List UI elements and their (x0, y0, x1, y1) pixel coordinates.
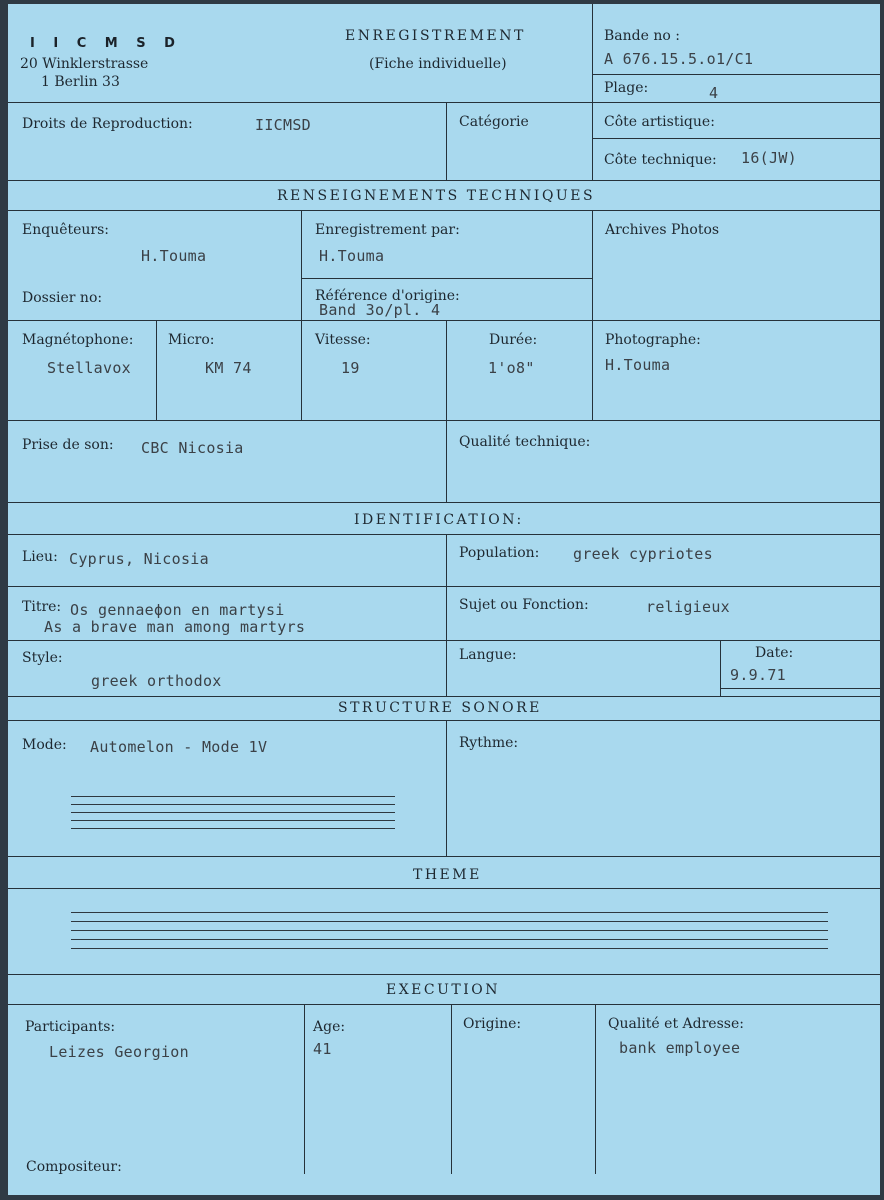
population-value: greek cypriotes (573, 545, 713, 563)
magnetophone-value: Stellavox (47, 359, 131, 377)
lieu-label: Lieu: (22, 549, 58, 565)
enregistrement-par-value: H.Touma (319, 247, 385, 265)
reference-value: Band 3o/pl. 4 (319, 301, 441, 319)
rythme-label: Rythme: (459, 735, 519, 751)
address-line-1: 20 Winklerstrasse (20, 56, 149, 72)
rythme-divider (446, 720, 447, 856)
identification-title-rule (8, 534, 880, 535)
age-label: Age: (313, 1019, 346, 1035)
enqueteurs-value: H.Touma (141, 247, 207, 265)
structure-bottom-rule (8, 856, 880, 857)
enqueteurs-label: Enquêteurs: (22, 222, 110, 238)
titre-value-1: Os gennaeϕon en martysi (70, 601, 285, 619)
bande-value: A 676.15.5.o1/C1 (604, 50, 754, 68)
enregistrement-rule (301, 278, 592, 279)
section-structure-title: STRUCTURE SONORE (338, 700, 542, 716)
staff-line (71, 804, 395, 805)
duree-divider (446, 320, 447, 420)
staff-line (71, 796, 395, 797)
archives-photos-label: Archives Photos (605, 222, 720, 238)
origine-divider (451, 1004, 452, 1174)
header-divider (592, 4, 593, 102)
bande-rule (592, 74, 880, 75)
section-identification-title: IDENTIFICATION: (354, 512, 524, 528)
staff-line (71, 820, 395, 821)
cote-technique-value: 16(JW) (741, 149, 797, 167)
header-bottom-rule (8, 102, 880, 103)
cote-technique-label: Côte technique: (604, 152, 717, 168)
micro-label: Micro: (168, 332, 215, 348)
identification-bottom-rule (8, 696, 880, 697)
rights-divider-2 (592, 102, 593, 180)
section-theme-title: THEME (413, 867, 482, 883)
sujet-label: Sujet ou Fonction: (459, 597, 589, 613)
vitesse-divider (301, 320, 302, 420)
staff-line (71, 939, 828, 940)
micro-value: KM 74 (205, 359, 252, 377)
prise-de-son-label: Prise de son: (22, 437, 114, 453)
enregistrement-par-label: Enregistrement par: (315, 222, 460, 238)
archives-divider (592, 210, 593, 320)
duree-value: 1'o8" (488, 359, 535, 377)
qualite-adresse-divider (595, 1004, 596, 1174)
qualite-adresse-value: bank employee (619, 1039, 741, 1057)
enqueteurs-divider (301, 210, 302, 320)
dossier-bottom-rule (8, 320, 880, 321)
photographe-divider (592, 320, 593, 420)
style-value: greek orthodox (91, 672, 222, 690)
structure-title-rule (8, 720, 880, 721)
prise-de-son-value: CBC Nicosia (141, 439, 244, 457)
section-execution-title: EXECUTION (386, 982, 501, 998)
vitesse-value: 19 (341, 359, 360, 377)
plage-value: 4 (709, 84, 719, 102)
rights-bottom-rule (8, 180, 880, 181)
duree-label: Durée: (489, 332, 538, 348)
compositeur-label: Compositeur: (26, 1159, 122, 1175)
form-subtitle: (Fiche individuelle) (369, 56, 507, 72)
staff-line (71, 828, 395, 829)
mode-value: Automelon - Mode 1V (90, 738, 268, 756)
section-technical-title: RENSEIGNEMENTS TECHNIQUES (277, 188, 596, 204)
technical-title-rule (8, 210, 880, 211)
population-label: Population: (459, 545, 540, 561)
sujet-value: religieux (646, 598, 730, 616)
titre-value-2: As a brave man among martyrs (44, 618, 306, 636)
photographe-label: Photographe: (605, 332, 701, 348)
staff-line (71, 930, 828, 931)
droits-value: IICMSD (255, 116, 311, 134)
micro-divider (156, 320, 157, 420)
staff-line (71, 912, 828, 913)
cote-artistique-label: Côte artistique: (604, 114, 715, 130)
style-label: Style: (22, 650, 63, 666)
form-title: ENREGISTREMENT (345, 28, 526, 44)
identification-divider (446, 534, 447, 696)
recording-form-card (8, 4, 880, 1195)
reference-label: Référence d'origine: (315, 288, 460, 304)
age-value: 41 (313, 1040, 332, 1058)
langue-label: Langue: (459, 647, 517, 663)
bande-label: Bande no : (604, 28, 680, 44)
participants-value: Leizes Georgion (49, 1043, 189, 1061)
qualite-divider (446, 420, 447, 502)
lieu-value: Cyprus, Nicosia (69, 550, 209, 568)
theme-bottom-rule (8, 974, 880, 975)
magnetophone-label: Magnétophone: (22, 332, 134, 348)
photographe-value: H.Touma (605, 356, 671, 374)
titre-label: Titre: (22, 599, 62, 615)
lieu-bottom-rule (8, 586, 880, 587)
staff-line (71, 921, 828, 922)
execution-title-rule (8, 1004, 880, 1005)
date-label: Date: (755, 645, 794, 661)
rights-divider-1 (446, 102, 447, 180)
cote-rule (592, 138, 880, 139)
titre-bottom-rule (8, 640, 880, 641)
date-value: 9.9.71 (730, 666, 786, 684)
qualite-adresse-label: Qualité et Adresse: (608, 1016, 744, 1032)
equipment-bottom-rule (8, 420, 880, 421)
origine-label: Origine: (463, 1016, 522, 1032)
qualite-technique-label: Qualité technique: (459, 434, 591, 450)
address-line-2: 1 Berlin 33 (41, 74, 120, 90)
technical-bottom-rule (8, 502, 880, 503)
participants-label: Participants: (25, 1019, 116, 1035)
droits-label: Droits de Reproduction: (22, 116, 193, 132)
staff-line (71, 812, 395, 813)
age-divider (304, 1004, 305, 1174)
dossier-label: Dossier no: (22, 290, 103, 306)
categorie-label: Catégorie (459, 114, 529, 130)
org-name: I I C M S D (30, 36, 182, 51)
vitesse-label: Vitesse: (315, 332, 371, 348)
plage-label: Plage: (604, 80, 649, 96)
theme-title-rule (8, 888, 880, 889)
mode-label: Mode: (22, 737, 67, 753)
date-underline (720, 688, 880, 689)
staff-line (71, 948, 828, 949)
